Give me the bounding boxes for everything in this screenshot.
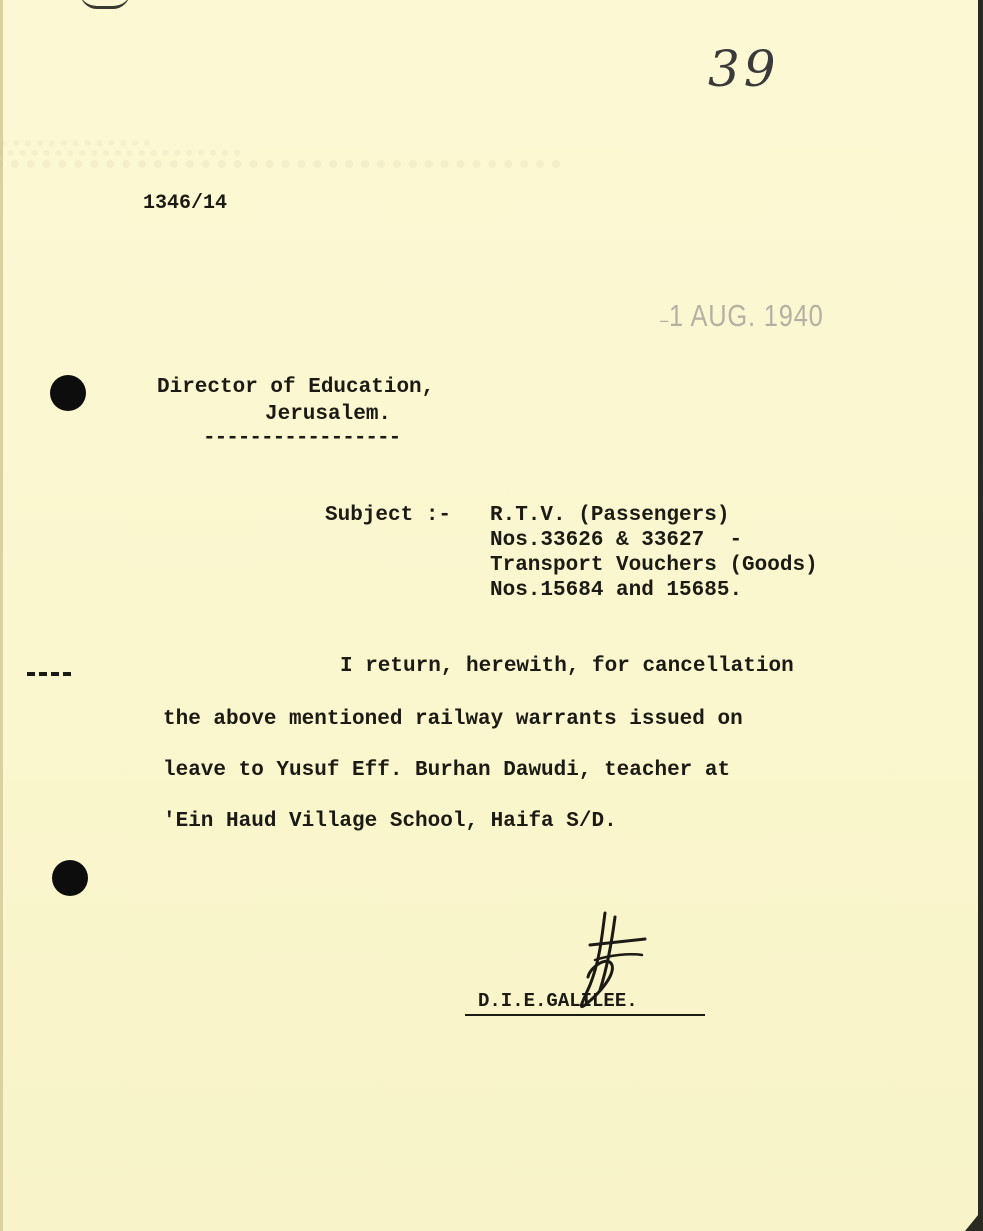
page-left-edge — [0, 0, 3, 1231]
body-line: I return, herewith, for cancellation — [340, 655, 794, 678]
subject-line: Nos.33626 & 33627 - — [490, 529, 743, 552]
folio-number: 39 — [708, 40, 780, 98]
date-stamp — [660, 298, 824, 334]
punch-hole — [50, 375, 86, 411]
bleed-through-texture — [0, 160, 560, 170]
signatory-underline — [465, 1014, 705, 1016]
punch-hole — [52, 860, 88, 896]
signatory-block: D.I.E.GALILEE. — [478, 990, 638, 1012]
body-line: the above mentioned railway warrants issued on — [163, 708, 743, 731]
body-line: leave to Yusuf Eff. Burhan Dawudi, teacher at — [163, 759, 731, 782]
margin-dash-mark — [27, 672, 71, 676]
addressee-underline: ----------------- — [203, 427, 401, 450]
page-right-edge — [978, 0, 983, 1231]
subject-line: Nos.15684 and 15685. — [490, 579, 743, 602]
bleed-through-texture — [0, 150, 240, 158]
reference-number: 1346/14 — [143, 192, 228, 215]
addressee-line-2: Jerusalem. — [265, 403, 392, 426]
date-stamp-text: 1 AUG. 1940 — [669, 298, 824, 333]
subject-label: Subject :- — [325, 504, 452, 527]
stamp-tick: – — [660, 310, 670, 330]
addressee-line-1: Director of Education, — [157, 376, 435, 399]
subject-line: Transport Vouchers (Goods) — [490, 554, 818, 577]
bleed-through-texture — [0, 140, 150, 148]
page-corner-fold — [965, 1209, 983, 1231]
subject-line: R.T.V. (Passengers) — [490, 504, 730, 527]
top-edge-mark — [80, 0, 130, 9]
body-line: 'Ein Haud Village School, Haifa S/D. — [163, 810, 617, 833]
